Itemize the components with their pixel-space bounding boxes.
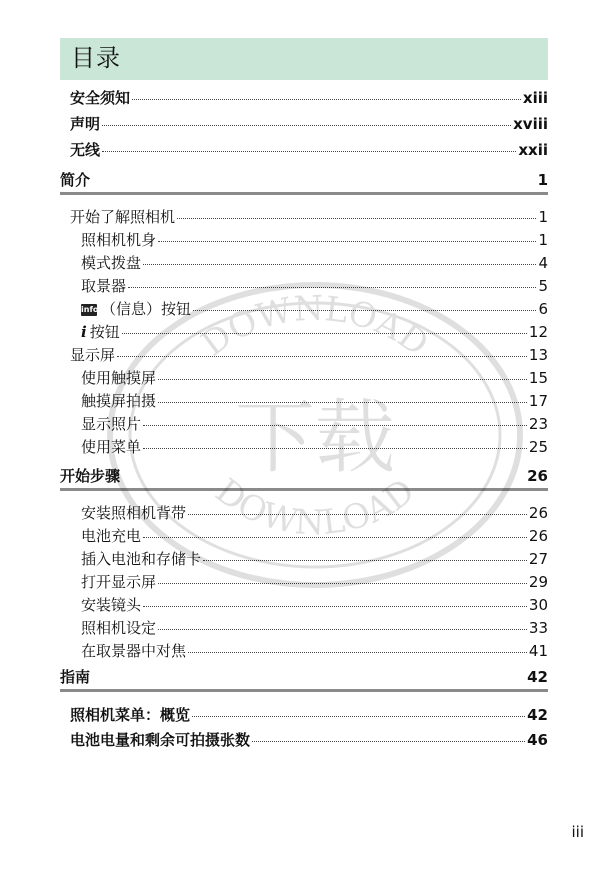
- toc-entry-page: 27: [528, 550, 548, 568]
- toc-entry-label: 在取景器中对焦: [81, 642, 187, 660]
- section-page: 26: [527, 467, 548, 485]
- toc-entry-label: 安装照相机背带: [81, 504, 187, 522]
- toc-entry-page: 33: [528, 619, 548, 637]
- toc-entry[interactable]: [70, 207, 548, 227]
- toc-entry-page: 46: [527, 731, 548, 749]
- toc-entry[interactable]: [81, 549, 548, 569]
- toc-entry[interactable]: [81, 595, 548, 615]
- section-heading-getting-started[interactable]: [60, 466, 548, 491]
- toc-entry-page: 13: [528, 346, 548, 364]
- watermark-text-top: DOWNLOAD: [194, 288, 436, 365]
- leader-dots: [143, 425, 527, 426]
- toc-entry-label: 插入电池和存储卡: [81, 550, 202, 568]
- toc-entry[interactable]: [70, 140, 548, 160]
- toc-entry-label: 电池电量和剩余可拍摄张数: [70, 731, 251, 749]
- toc-entry[interactable]: [81, 503, 548, 523]
- toc-entry[interactable]: [70, 345, 548, 365]
- info-button-icon: info: [81, 304, 99, 314]
- toc-entry-page: 23: [528, 415, 548, 433]
- section-title: 开始步骤: [60, 467, 121, 485]
- toc-entry[interactable]: [81, 437, 548, 457]
- toc-entry-page: 12: [528, 323, 548, 341]
- leader-dots: [128, 287, 536, 288]
- toc-entry[interactable]: [81, 391, 548, 411]
- toc-entry-label: 使用菜单: [81, 438, 142, 456]
- section-page: 42: [527, 668, 548, 686]
- toc-entry-label: 无线: [70, 141, 101, 159]
- leader-dots: [193, 310, 536, 311]
- toc-entry-page: 25: [528, 438, 548, 456]
- toc-entry[interactable]: [81, 230, 548, 250]
- toc-entry[interactable]: [81, 253, 548, 273]
- toc-entry-page: 30: [528, 596, 548, 614]
- toc-entry-page: 6: [538, 300, 548, 318]
- toc-entry-page: xiii: [522, 89, 548, 107]
- toc-entry[interactable]: [81, 414, 548, 434]
- leader-dots: [117, 356, 527, 357]
- toc-entry[interactable]: [81, 322, 548, 342]
- toc-entry-label: 照相机机身: [81, 231, 157, 249]
- section-title: 简介: [60, 171, 91, 189]
- toc-entry[interactable]: [81, 618, 548, 638]
- toc-entry-page: xviii: [513, 115, 548, 133]
- toc-entry[interactable]: [81, 641, 548, 661]
- leader-dots: [158, 583, 527, 584]
- toc-entry-page: 26: [528, 527, 548, 545]
- leader-dots: [158, 629, 527, 630]
- toc-entry-label: 显示屏: [70, 346, 116, 364]
- toc-entry-label: 开始了解照相机: [70, 208, 176, 226]
- toc-entry-label: 安全须知: [70, 89, 131, 107]
- leader-dots: [158, 379, 527, 380]
- leader-dots: [143, 537, 527, 538]
- toc-entry[interactable]: [81, 299, 548, 319]
- toc-entry[interactable]: [70, 705, 548, 725]
- toc-entry-page: 26: [528, 504, 548, 522]
- leader-dots: [158, 241, 536, 242]
- toc-entry-page: 15: [528, 369, 548, 387]
- toc-entry-page: 29: [528, 573, 548, 591]
- section-title: 指南: [60, 668, 91, 686]
- leader-dots: [158, 402, 527, 403]
- page-number: iii: [571, 823, 584, 841]
- toc-entry[interactable]: [70, 88, 548, 108]
- section-heading-intro[interactable]: [60, 170, 548, 195]
- toc-entry-label: 安装镜头: [81, 596, 142, 614]
- toc-entry-label: 取景器: [81, 277, 127, 295]
- toc-entry-label: （信息）按钮: [101, 300, 192, 318]
- toc-entry-label: 模式拨盘: [81, 254, 142, 272]
- toc-entry-label: 使用触摸屏: [81, 369, 157, 387]
- toc-entry-page: 41: [528, 642, 548, 660]
- toc-entry-page: 5: [538, 277, 548, 295]
- toc-entry-page: 42: [527, 706, 548, 724]
- toc-entry[interactable]: [81, 276, 548, 296]
- toc-entry-page: 1: [538, 231, 548, 249]
- leader-dots: [143, 448, 527, 449]
- toc-entry[interactable]: [81, 368, 548, 388]
- watermark-text-center: 下载: [235, 391, 395, 484]
- toc-entry-label: 照相机菜单：概览: [70, 706, 191, 724]
- toc-entry[interactable]: [70, 114, 548, 134]
- toc-header: [60, 38, 548, 80]
- toc-entry-label: 电池充电: [81, 527, 142, 545]
- toc-entry-label: 显示照片: [81, 415, 142, 433]
- leader-dots: [122, 333, 527, 334]
- leader-dots: [102, 151, 516, 152]
- toc-entry-label: 打开显示屏: [81, 573, 157, 591]
- toc-entry-page: xxii: [518, 141, 548, 159]
- toc-entry-label: 声明: [70, 115, 101, 133]
- toc-entry-label: 照相机设定: [81, 619, 157, 637]
- toc-entry[interactable]: [70, 730, 548, 750]
- page-title: 目录: [71, 44, 121, 72]
- toc-entry-page: 17: [528, 392, 548, 410]
- leader-dots: [143, 606, 527, 607]
- leader-dots: [188, 514, 527, 515]
- leader-dots: [203, 560, 527, 561]
- leader-dots: [192, 716, 525, 717]
- leader-dots: [188, 652, 527, 653]
- section-heading-guide[interactable]: [60, 667, 548, 692]
- toc-entry-label: 触摸屏拍摄: [81, 392, 157, 410]
- toc-entry-page: 1: [538, 208, 548, 226]
- watermark-text-bottom: DOWNLOAD: [207, 471, 423, 544]
- leader-dots: [143, 264, 536, 265]
- leader-dots: [132, 99, 521, 100]
- leader-dots: [177, 218, 536, 219]
- toc-entry-page: 4: [538, 254, 548, 272]
- leader-dots: [252, 741, 525, 742]
- toc-entry[interactable]: [81, 526, 548, 546]
- i-button-icon: i: [81, 323, 87, 341]
- toc-entry[interactable]: [81, 572, 548, 592]
- leader-dots: [102, 125, 511, 126]
- toc-entry-label: 按钮: [89, 323, 120, 341]
- section-page: 1: [537, 171, 548, 189]
